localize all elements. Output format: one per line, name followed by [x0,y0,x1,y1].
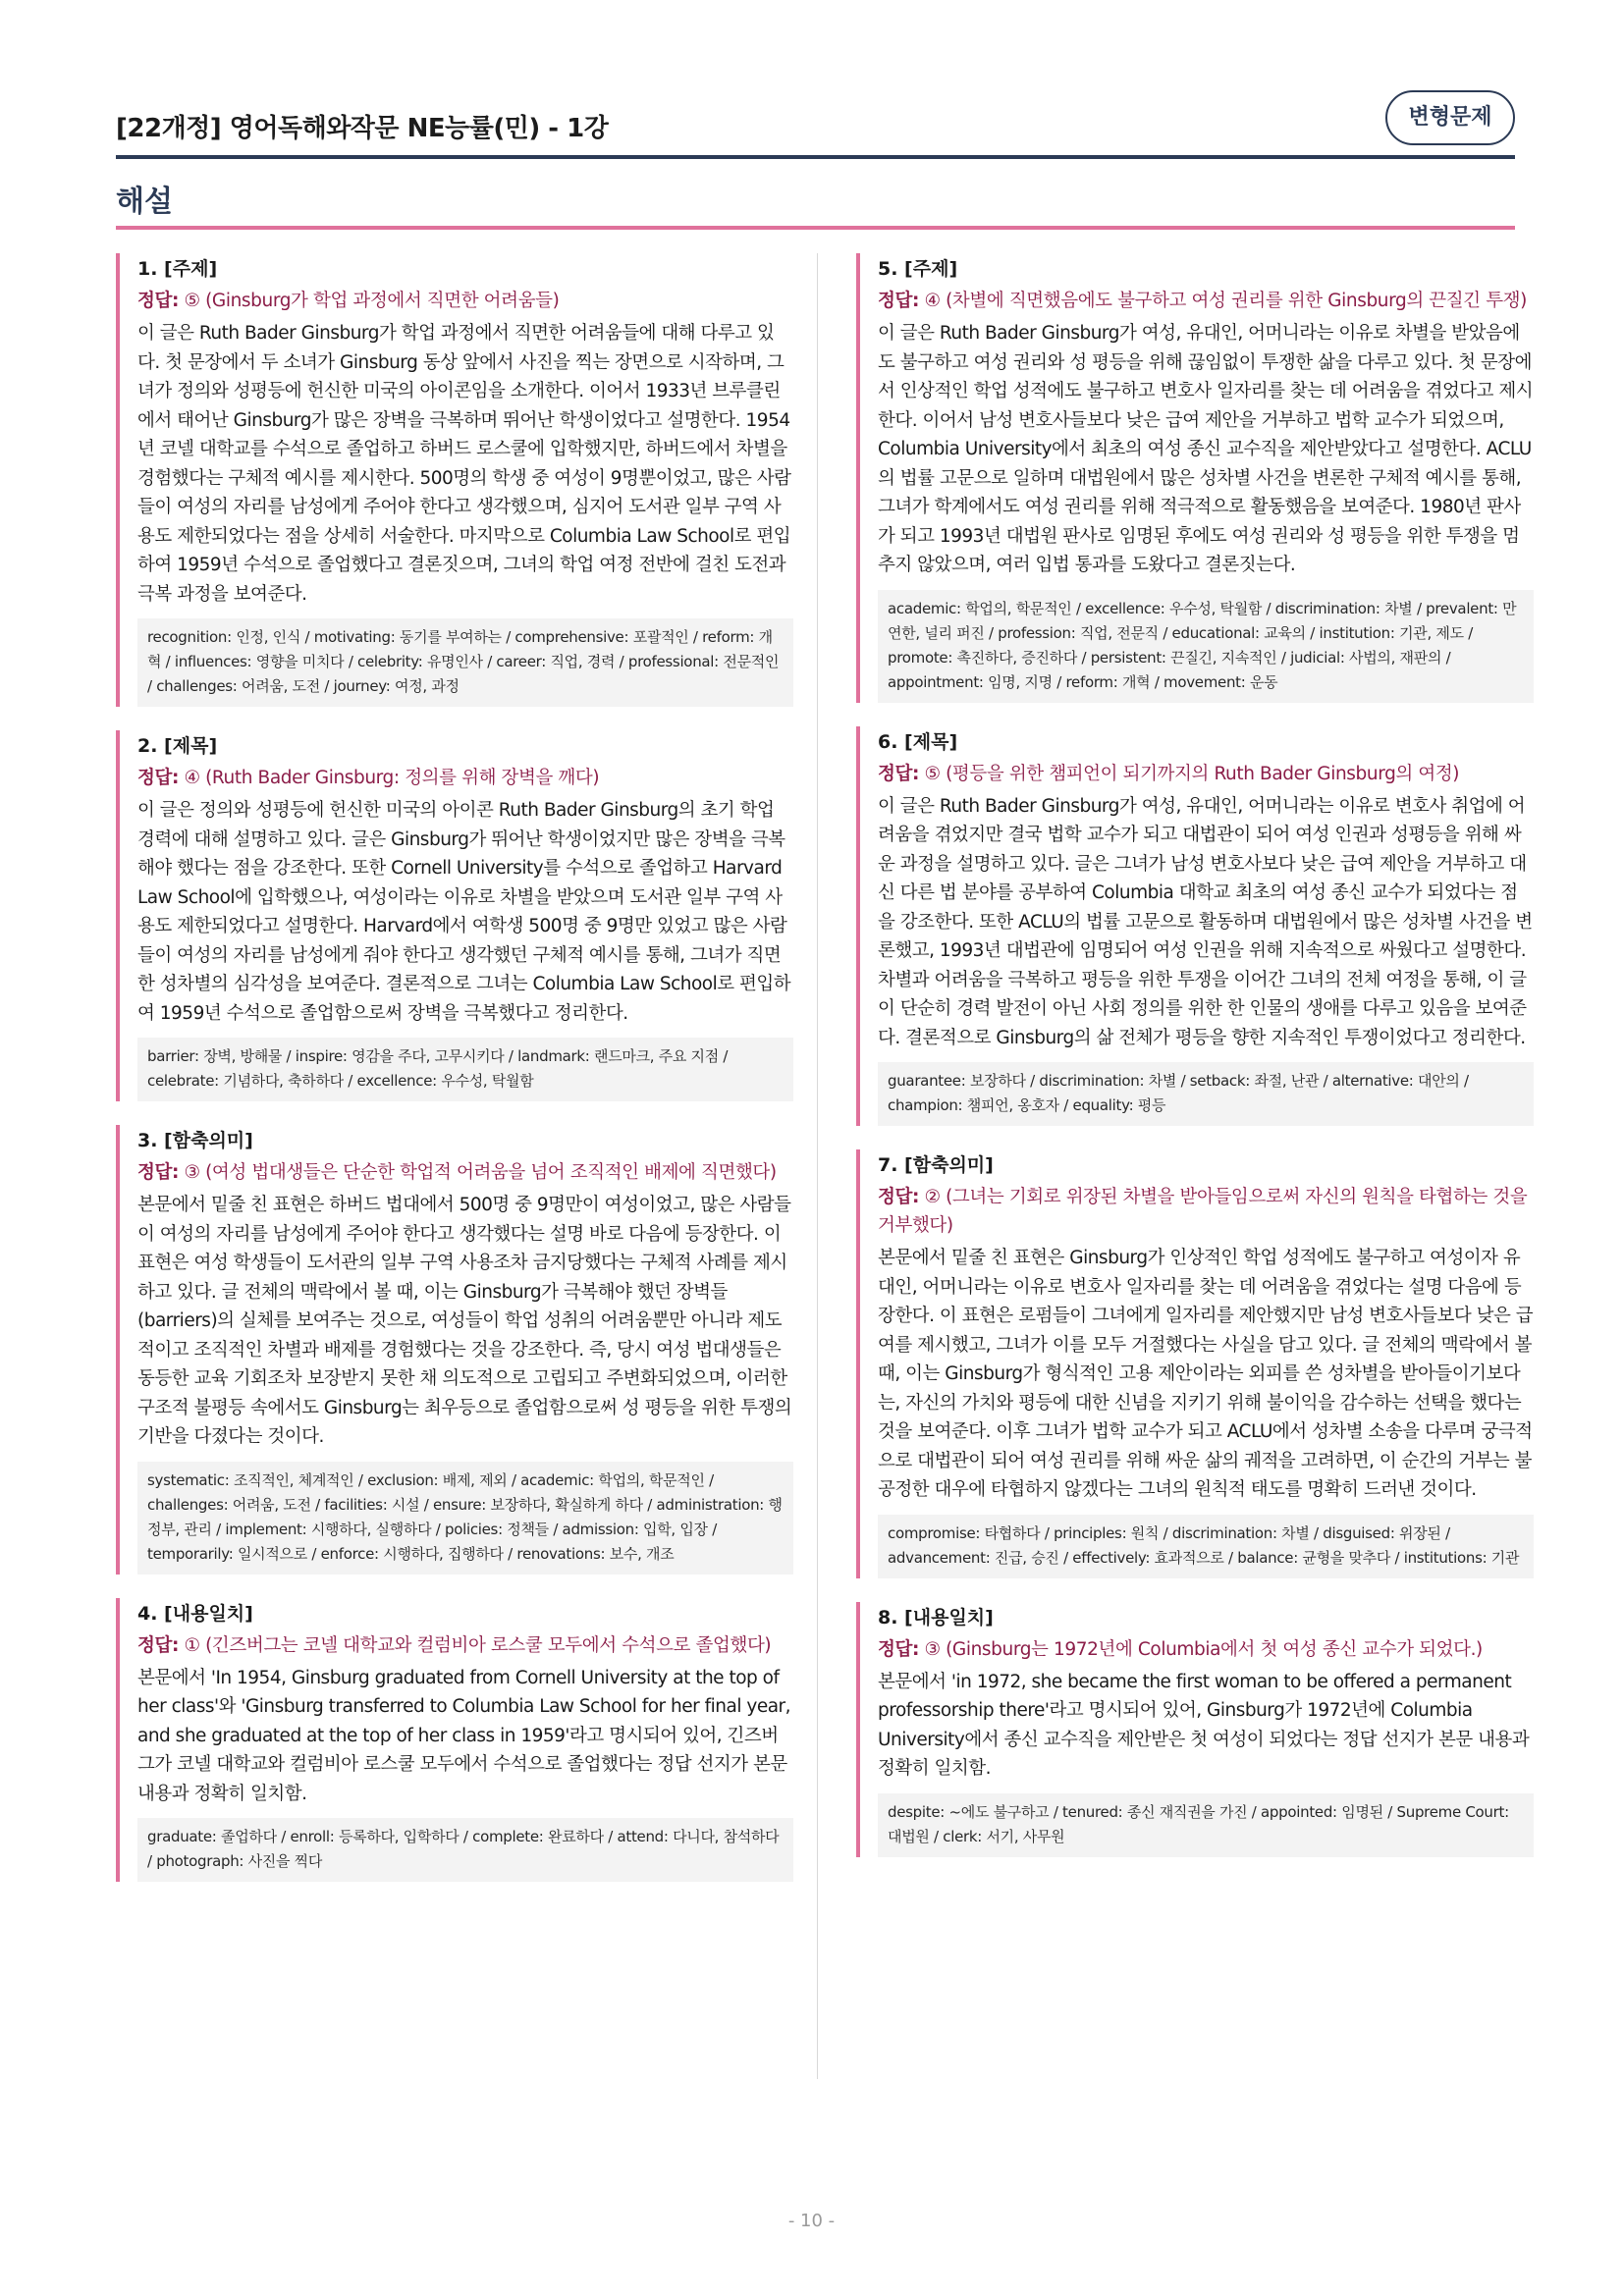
document-title: [22개정] 영어독해와작문 NE능률(민) - 1강 [116,114,609,143]
right-column [856,253,1534,1881]
vocabulary-box: graduate: 졸업하다 / enroll: 등록하다, 입학하다 / complete: 완료하다 / attend: 다니다, 참석하다 / photograph: 사진을 찍다 [137,1818,793,1882]
question-title: 5. [주제] [878,258,958,280]
answer-text: ④ (차별에 직면했음에도 불구하고 여성 권리를 위한 Ginsburg의 끈질긴 투쟁) [924,291,1527,311]
explanation-text: 본문에서 밑줄 친 표현은 하버드 법대에서 500명 중 9명만이 여성이었고, 많은 사람들이 여성의 자리를 남성에게 주어야 한다고 생각했다는 설명 바로 다음에 등장한다. 이 표현은 여성 학생들이 도서관의 일부 구역 사용조차 금지당했다는 구체적 사례를 제시하고 있다. 글 전체의 맥락에서 볼 때, 이는 Ginsburg가 극복해야 했던 장벽들(barriers)의 실체를 보여주는 것으로, 여성들이 학업 성취의 어려움뿐만 아니라 제도적이고 조직적인 차별과 배제를 경험했다는 것을 강조한다. 즉, 당시 여성 법대생들은 동등한 교육 기회조차 보장받지 못한 채 의도적으로 고립되고 주변화되었으며, 이러한 구조적 불평등 속에서도 Ginsburg는 최우등으로 졸업함으로써 성 평등을 위한 투쟁의 기반을 다졌다는 것이다. [137,1195,792,1447]
answer-text: ⑤ (Ginsburg가 학업 과정에서 직면한 어려움들) [184,291,560,311]
answer-text: ④ (Ruth Bader Ginsburg: 정의를 위해 장벽을 깨다) [184,768,600,788]
question-block-5 [856,253,1534,703]
question-title: 1. [주제] [137,258,218,280]
answer-label: 정답: [137,291,179,311]
answer-line [878,1183,1534,1240]
answer-text: ① (긴즈버그는 코넬 대학교와 컬럼비아 로스쿨 모두에서 수석으로 졸업했다) [184,1634,772,1656]
vocabulary-box: barrier: 장벽, 방해물 / inspire: 영감을 주다, 고무시키다 / landmark: 랜드마크, 주요 지점 / celebrate: 기념하다, 축하하다 / excellence: 우수성, 탁월함 [137,1038,793,1101]
answer-text: ③ (Ginsburg는 1972년에 Columbia에서 첫 여성 종신 교수가 되었다.) [924,1638,1483,1660]
variant-problem-badge: 변형문제 [1385,90,1515,145]
question-title: 6. [제목] [878,730,958,753]
answer-label: 정답: [878,763,919,784]
question-block-2 [116,730,793,1101]
answer-line [137,287,793,315]
vocabulary-box: guarantee: 보장하다 / discrimination: 차별 / setback: 좌절, 난관 / alternative: 대안의 / champion: 챔피언, 옹호자 / equality: 평등 [878,1062,1534,1126]
vocabulary-box: recognition: 인정, 인식 / motivating: 동기를 부여하는 / comprehensive: 포괄적인 / reform: 개혁 / influences: 영향을 미치다 / celebrity: 유명인사 / career: 직업, 경력 / professional: 전문적인 / challenges: 어려움, 도전 / journey: 여정, 과정 [137,618,793,707]
answer-label: 정답: [137,768,179,788]
vocabulary-box: academic: 학업의, 학문적인 / excellence: 우수성, 탁월함 / discrimination: 차별 / prevalent: 만연한, 널리 퍼진 / profession: 직업, 전문직 / educational: 교육의 / institution: 기관, 제도 / promote: 촉진하다, 증진하다 / persistent: 끈질긴, 지속적인 / judicial: 사법의, 재판의 / appointment: 임명, 지명 / reform: 개혁 / movement: 운동 [878,590,1534,703]
answer-text: ③ (여성 법대생들은 단순한 학업적 어려움을 넘어 조직적인 배제에 직면했다) [184,1162,777,1183]
explanation-text: 본문에서 밑줄 친 표현은 Ginsburg가 인상적인 학업 성적에도 불구하고 여성이자 유대인, 어머니라는 이유로 변호사 일자리를 찾는 데 어려움을 겪었다는 설명 다음에 등장한다. 이 표현은 로펌들이 그녀에게 일자리를 제안했지만 남성 변호사들보다 낮은 급여를 제시했고, 그녀가 이를 모두 거절했다는 사실을 담고 있다. 글 전체의 맥락에서 볼 때, 이는 Ginsburg가 형식적인 고용 제안이라는 외피를 쓴 성차별을 받아들이기보다는, 자신의 가치와 평등에 대한 신념을 지키기 위해 불이익을 감수하는 선택을 했다는 것을 보여준다. 이후 그녀가 법학 교수가 되고 ACLU에서 성차별 소송을 다루며 궁극적으로 대법관이 되어 여성 권리를 위해 싸운 삶의 궤적을 고려하면, 이 순간의 거부는 불공정한 대우에 타협하지 않겠다는 그녀의 원칙적 태도를 명확히 드러낸 것이다. [878,1248,1534,1500]
page-number: - 10 - [787,2211,836,2231]
question-title: 3. [함축의미] [137,1130,253,1151]
vocabulary-box: despite: ~에도 불구하고 / tenured: 종신 재직권을 가진 / appointed: 임명된 / Supreme Court: 대법원 / clerk: 서기, 사무원 [878,1793,1534,1857]
header-divider [116,155,1515,159]
answer-label: 정답: [137,1162,179,1183]
vocabulary-box: compromise: 타협하다 / principles: 원칙 / discrimination: 차별 / disguised: 위장된 / advancement: 진급, 승진 / effectively: 효과적으로 / balance: 균형을 맞추다 / institutions: 기관 [878,1515,1534,1578]
section-divider [116,226,1515,230]
column-divider [817,253,818,2079]
page-header [116,90,1515,159]
answer-label: 정답: [878,1638,919,1660]
explanation-text: 본문에서 'in 1972, she became the first woman to be offered a permanent professorship there'라고 명시되어 있어, Ginsburg가 1972년에 Columbia University에서 종신 교수직을 제안받은 첫 여성이 되었다는 정답 선지가 본문 내용과 정확히 일치함. [878,1671,1530,1779]
explanation-text: 본문에서 'In 1954, Ginsburg graduated from Cornell University at the top of her class'와 'Ginsburg transferred to Columbia Law School for her final year, and she graduated at the top of her class in 1959'라고 명시되어 있어, 긴즈버그가 코넬 대학교와 컬럼비아 로스쿨 모두에서 수석으로 졸업했다는 정답 선지가 본문 내용과 정확히 일치함. [137,1667,791,1804]
explanation-text: 이 글은 Ruth Bader Ginsburg가 여성, 유대인, 어머니라는 이유로 변호사 취업에 어려움을 겪었지만 결국 법학 교수가 되고 대법관이 되어 여성 인권과 성평등을 위해 싸운 과정을 설명하고 있다. 글은 그녀가 남성 변호사보다 낮은 급여 제안을 거부하고 대신 다른 법 분야를 공부하여 Columbia 대학교 최초의 여성 종신 교수가 되었다는 점을 강조한다. 또한 ACLU의 법률 고문으로 활동하며 대법원에서 많은 성차별 사건을 변론했고, 1993년 대법관에 임명되어 여성 인권을 위해 지속적으로 싸웠다고 설명한다. 차별과 어려움을 극복하고 평등을 위한 투쟁을 이어간 그녀의 전체 여정을 통해, 이 글이 단순히 경력 발전이 아닌 사회 정의를 위한 한 인물의 생애를 다루고 있음을 보여준다. 결론적으로 Ginsburg의 삶 전체가 평등을 향한 지속적인 투쟁이었다고 정리한다. [878,795,1533,1048]
question-title: 8. [내용일치] [878,1606,994,1629]
answer-line [137,1158,793,1187]
question-block-3 [116,1125,793,1575]
answer-line [137,764,793,792]
question-block-4 [116,1598,793,1883]
question-block-7 [856,1149,1534,1578]
vocabulary-box: systematic: 조직적인, 체계적인 / exclusion: 배제, 제외 / academic: 학업의, 학문적인 / challenges: 어려움, 도전 / facilities: 시설 / ensure: 보장하다, 확실하게 하다 / administration: 행정부, 관리 / implement: 시행하다, 실행하다 / policies: 정책들 / admission: 입학, 입장 / temporarily: 일시적으로 / enforce: 시행하다, 집행하다 / renovations: 보수, 개조 [137,1462,793,1575]
answer-line [137,1631,793,1660]
question-block-8 [856,1602,1534,1857]
question-title: 4. [내용일치] [137,1602,253,1625]
question-block-6 [856,726,1534,1127]
question-title: 7. [함축의미] [878,1154,994,1176]
question-title: 2. [제목] [137,735,218,757]
answer-line [878,760,1534,788]
explanation-text: 이 글은 정의와 성평등에 헌신한 미국의 아이콘 Ruth Bader Ginsburg의 초기 학업 경력에 대해 설명하고 있다. 글은 Ginsburg가 뛰어난 학생이었지만 많은 장벽을 극복해야 했다는 점을 강조한다. 또한 Cornell University를 수석으로 졸업하고 Harvard Law School에 입학했으나, 여성이라는 이유로 차별을 받았으며 도서관 일부 구역 사용도 제한되었다고 설명한다. Harvard에서 여학생 500명 중 9명만 있었고 많은 사람들이 여성의 자리를 남성에게 줘야 한다고 생각했던 구체적 예시를 통해, 그녀가 직면한 성차별의 심각성을 보여준다. 결론적으로 그녀는 Columbia Law School로 편입하여 1959년 수석으로 졸업함으로써 장벽을 극복했다고 정리한다. [137,800,791,1024]
answer-label: 정답: [137,1634,179,1656]
section-title: 해설 [116,185,173,219]
explanation-text: 이 글은 Ruth Bader Ginsburg가 여성, 유대인, 어머니라는 이유로 차별을 받았음에도 불구하고 여성 권리와 성 평등을 위해 끊임없이 투쟁한 삶을 다루고 있다. 첫 문장에서 인상적인 학업 성적에도 불구하고 변호사 일자리를 찾는 데 어려움을 겪었다고 제시한다. 이어서 남성 변호사들보다 낮은 급여 제안을 거부하고 법학 교수가 되었으며, Columbia University에서 최초의 여성 종신 교수직을 제안받았다고 설명한다. ACLU의 법률 고문으로 일하며 대법원에서 많은 성차별 사건을 변론한 구체적 예시를 통해, 그녀가 학계에서도 여성 권리를 위해 적극적으로 활동했음을 보여준다. 1980년 판사가 되고 1993년 대법원 판사로 임명된 후에도 여성 권리와 성 평등을 위한 투쟁을 멈추지 않았으며, 여러 입법 통과를 도왔다고 결론짓는다. [878,323,1534,575]
answer-label: 정답: [878,1187,919,1207]
answer-label: 정답: [878,291,919,311]
answer-text: ② (그녀는 기회로 위장된 차별을 받아들임으로써 자신의 원칙을 타협하는 것을 거부했다) [878,1187,1528,1236]
answer-text: ⑤ (평등을 위한 챔피언이 되기까지의 Ruth Bader Ginsburg의 여정) [924,763,1460,784]
left-column [116,253,793,1905]
answer-line [878,1635,1534,1664]
explanation-text: 이 글은 Ruth Bader Ginsburg가 학업 과정에서 직면한 어려움들에 대해 다루고 있다. 첫 문장에서 두 소녀가 Ginsburg 동상 앞에서 사진을 찍는 장면으로 시작하며, 그녀가 정의와 성평등에 헌신한 미국의 아이콘임을 소개한다. 이어서 1933년 브루클린에서 태어난 Ginsburg가 많은 장벽을 극복하며 뛰어난 학생이었다고 설명한다. 1954년 코넬 대학교를 수석으로 졸업하고 하버드 로스쿨에 입학했지만, 하버드에서 차별을 경험했다는 구체적 예시를 제시한다. 500명의 학생 중 여성이 9명뿐이었고, 많은 사람들이 여성의 자리를 남성에게 주어야 한다고 생각했으며, 심지어 도서관 일부 구역 사용도 제한되었다는 점을 상세히 서술한다. 마지막으로 Columbia Law School로 편입하여 1959년 수석으로 졸업했다고 결론짓으며, 그녀의 학업 여정 전반에 걸친 도전과 극복 과정을 보여준다. [137,323,791,605]
answer-line [878,287,1534,315]
question-block-1 [116,253,793,707]
